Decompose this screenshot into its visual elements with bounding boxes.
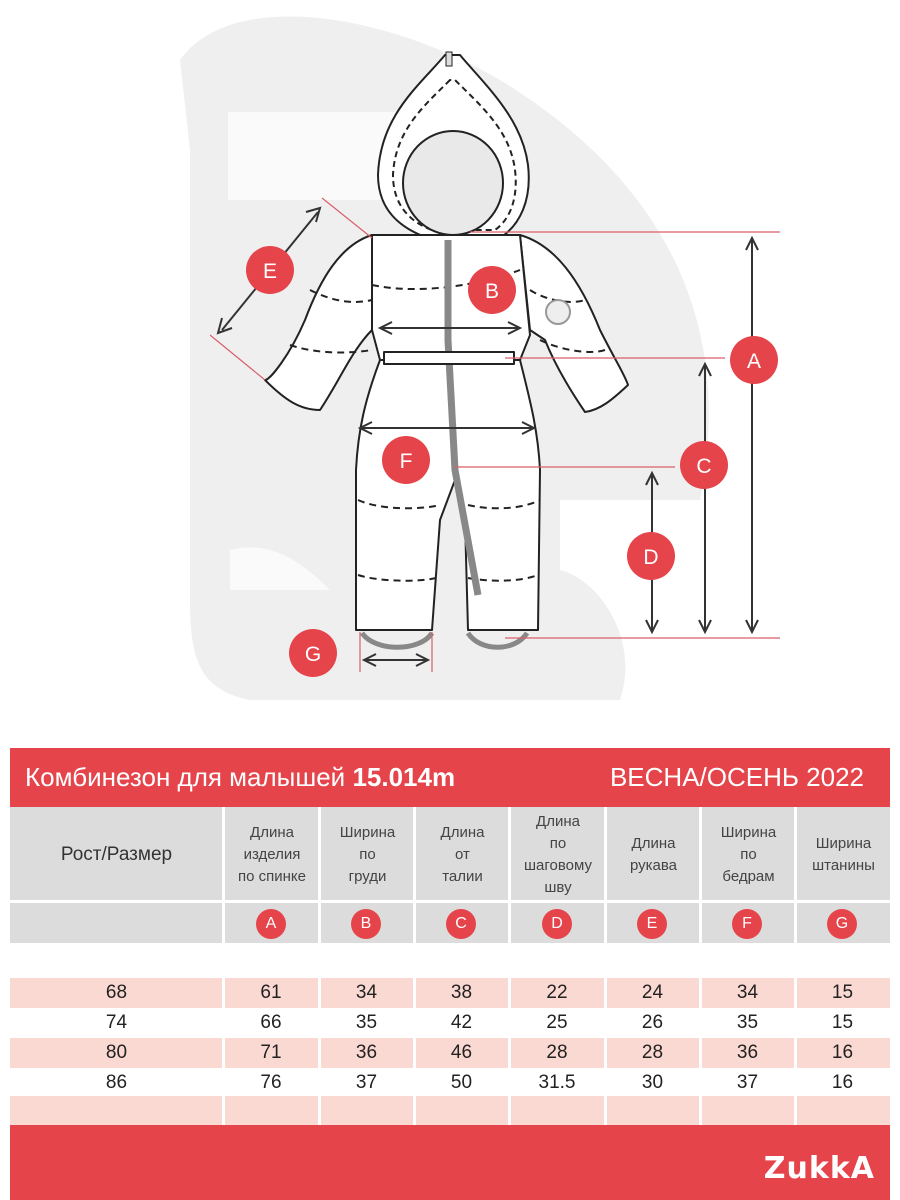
row-column-divider (604, 978, 607, 1008)
column-header-line: шву (544, 878, 572, 896)
column-header-line: шаговому (524, 856, 592, 874)
column-header-line: Ширина (339, 823, 396, 841)
size-cell: 68 (105, 982, 128, 1003)
column-letter-badge: B (351, 909, 381, 939)
measurement-cell: 24 (641, 982, 664, 1003)
measurement-cell: 38 (450, 982, 473, 1003)
measurement-cell: 15 (831, 1012, 854, 1033)
measurement-cell: 16 (831, 1042, 854, 1063)
marker-f (382, 436, 430, 484)
column-header-line: по спинке (238, 867, 306, 885)
column-header-a (225, 807, 319, 902)
row-column-divider (699, 1096, 702, 1126)
row-column-divider (508, 1038, 511, 1068)
column-header-line: Ширина (720, 823, 777, 841)
column-header-line: по (740, 845, 757, 863)
marker-b (468, 266, 516, 314)
column-header-b (321, 807, 414, 902)
measurement-cell: 37 (355, 1072, 378, 1093)
measurement-cell: 42 (450, 1012, 473, 1033)
table-row (10, 978, 890, 1008)
measurement-cell: 16 (831, 1072, 854, 1093)
column-header-line: Ширина (815, 834, 872, 852)
svg-text:G: G (304, 643, 322, 666)
measurement-cell: 15 (831, 982, 854, 1003)
column-header-line: бедрам (722, 867, 775, 885)
row-column-divider (699, 978, 702, 1008)
column-header-d (511, 807, 605, 902)
column-header-line: штанины (812, 856, 875, 874)
product-prefix: Комбинезон для малышей (25, 762, 346, 792)
column-letter-badge: C (446, 909, 476, 939)
svg-text:B: B (484, 280, 500, 303)
measurement-cell: 36 (736, 1042, 759, 1063)
column-header-line: Длина (631, 834, 676, 852)
measurement-cell: 28 (546, 1042, 568, 1063)
column-header-line: Длина (536, 812, 580, 830)
column-header-line: от (455, 845, 470, 863)
row-column-divider (413, 1096, 416, 1126)
svg-text:F: F (399, 450, 413, 473)
row-column-divider (508, 1096, 511, 1126)
size-cell: 74 (105, 1012, 128, 1033)
measurement-cell: 26 (641, 1012, 664, 1033)
measurement-cell: 36 (355, 1042, 378, 1063)
column-header-f (702, 807, 795, 902)
marker-c (680, 441, 728, 489)
measurement-cell: 37 (736, 1072, 759, 1093)
table-row (10, 1008, 890, 1038)
season-label: ВЕСНА/ОСЕНЬ 2022 (609, 762, 864, 792)
marker-d (627, 532, 675, 580)
size-cell: 80 (105, 1042, 128, 1063)
measurement-cell: 61 (260, 982, 282, 1003)
column-header-line: Длина (250, 823, 294, 841)
column-header-line: по (359, 845, 376, 863)
measurement-cell: 30 (641, 1072, 664, 1093)
row-column-divider (413, 1038, 416, 1068)
column-header-c (416, 807, 509, 902)
column-header-g (797, 807, 890, 902)
column-header-line: талии (442, 867, 483, 885)
footer-bar (10, 1125, 890, 1200)
marker-a (730, 336, 778, 384)
product-title (25, 762, 455, 793)
svg-text:C: C (696, 455, 712, 478)
measurement-cell: 31.5 (538, 1072, 576, 1093)
measurement-cell: 71 (260, 1042, 282, 1063)
row-column-divider (604, 1096, 607, 1126)
measurement-cell: 28 (641, 1042, 664, 1063)
column-header-line: Длина (440, 823, 485, 841)
row-column-divider (508, 978, 511, 1008)
measurement-cell: 34 (355, 982, 378, 1003)
measurement-cell: 25 (546, 1012, 568, 1033)
table-row (10, 1038, 890, 1068)
measurement-cell: 35 (355, 1012, 378, 1033)
row-column-divider (318, 978, 321, 1008)
row-column-divider (604, 1038, 607, 1068)
measurement-cell: 22 (546, 982, 568, 1003)
measurement-cell: 66 (260, 1012, 282, 1033)
row-column-divider (222, 1096, 225, 1126)
column-header-line: изделия (243, 845, 301, 863)
svg-text:D: D (643, 546, 659, 569)
marker-e (246, 246, 294, 294)
row-column-divider (794, 978, 797, 1008)
title-bar (10, 748, 890, 807)
column-letter-badge: E (637, 909, 667, 939)
svg-text:E: E (262, 260, 278, 283)
row-column-divider (699, 1038, 702, 1068)
row-column-divider (794, 1096, 797, 1126)
column-letter-badge: F (732, 909, 762, 939)
row-column-divider (222, 978, 225, 1008)
logo-patch-icon (546, 300, 570, 324)
column-letter-badge: D (542, 909, 572, 939)
measurement-cell: 46 (450, 1042, 473, 1063)
measurement-cell: 34 (736, 982, 759, 1003)
empty-row (10, 1096, 890, 1126)
size-cell: 86 (105, 1072, 128, 1093)
marker-g (289, 629, 337, 677)
product-code: 15.014m (352, 762, 456, 792)
measurement-cell: 76 (260, 1072, 282, 1093)
size-header: Рост/Размер (60, 843, 173, 865)
column-letter-badge: G (827, 909, 857, 939)
row-column-divider (413, 978, 416, 1008)
row-column-divider (222, 1038, 225, 1068)
column-header-line: груди (348, 867, 387, 885)
column-letter-badge: A (256, 909, 286, 939)
row-column-divider (318, 1038, 321, 1068)
row-column-divider (794, 1038, 797, 1068)
svg-text:A: A (746, 350, 762, 373)
table-row (10, 1068, 890, 1098)
measurement-cell: 35 (736, 1012, 759, 1033)
column-header-line: рукава (629, 856, 678, 874)
column-header-line: по (549, 834, 567, 852)
measurement-cell: 50 (450, 1072, 473, 1093)
row-column-divider (318, 1096, 321, 1126)
brand-logo: ZukkA (763, 1151, 875, 1186)
column-header-e (607, 807, 700, 902)
